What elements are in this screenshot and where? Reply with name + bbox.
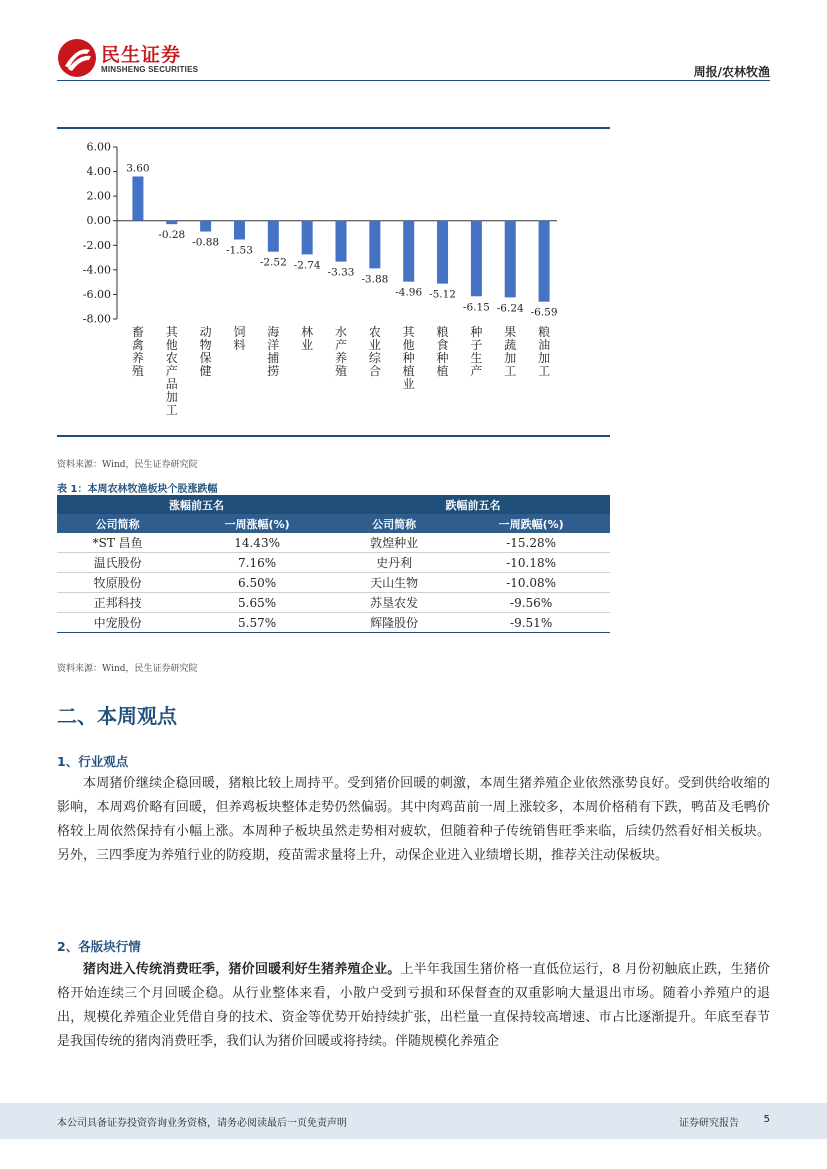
loser-value: -10.18%	[452, 553, 610, 573]
y-tick-label: -6.00	[82, 287, 111, 301]
col-company-name: 公司简称	[57, 514, 178, 533]
page-number: 5	[763, 1114, 770, 1125]
footer-disclaimer: 本公司具备证券投资咨询业务资格，请务必阅读最后一页免责声明	[57, 1118, 347, 1129]
category-label-char: 油	[538, 338, 551, 352]
y-tick-label: 4.00	[86, 165, 111, 179]
company-logo	[57, 38, 217, 78]
gainer-value: 6.50%	[178, 573, 336, 593]
category-label-char: 其	[165, 325, 178, 339]
bar	[200, 221, 211, 232]
category-label-char: 粮	[538, 325, 551, 339]
category-label-char: 其	[402, 325, 415, 339]
chart-bottom-rule	[57, 435, 610, 437]
data-label: -3.33	[327, 266, 355, 279]
category-label-char: 果	[504, 325, 517, 339]
category-label-char: 产	[334, 338, 348, 352]
gainer-value: 5.57%	[178, 613, 336, 633]
table-row	[57, 593, 610, 613]
category-label-char: 料	[233, 338, 246, 352]
loser-name: 敦煌种业	[336, 533, 452, 553]
category-label-char: 加	[504, 351, 517, 365]
category-label-char: 植	[436, 364, 449, 378]
category-label-char: 综	[368, 351, 381, 365]
data-label: -4.96	[395, 286, 423, 299]
bar	[234, 221, 245, 240]
loser-value: -9.51%	[452, 613, 610, 633]
category-label-char: 工	[538, 364, 551, 378]
category-label-char: 加	[165, 390, 178, 404]
category-label-char: 产	[165, 364, 178, 378]
page-footer	[0, 1103, 827, 1139]
gainer-name: 牧原股份	[57, 573, 178, 593]
gainer-value: 7.16%	[178, 553, 336, 573]
category-label-char: 粮	[436, 325, 449, 339]
bar	[505, 221, 516, 298]
category-label-char: 养	[334, 351, 348, 365]
table-source-note: 资料来源：Wind，民生证券研究院	[57, 664, 198, 674]
data-label: -6.15	[462, 301, 490, 314]
table-row	[57, 613, 610, 633]
chart-top-rule	[57, 127, 610, 129]
category-label-char: 食	[436, 338, 449, 352]
category-label-char: 植	[402, 364, 415, 378]
footer-report-type: 证券研究报告	[679, 1118, 739, 1129]
section-title: 二、本周观点	[57, 704, 177, 728]
sector-trends-paragraph	[57, 958, 770, 1054]
category-label-char: 加	[538, 351, 551, 365]
bar	[471, 221, 482, 297]
gainer-value: 14.43%	[178, 533, 336, 553]
category-label-char: 他	[165, 338, 178, 352]
top-losers-header: 跌幅前五名	[336, 495, 610, 514]
category-label-char: 畜	[131, 325, 144, 339]
col-weekly-loss: 一周跌幅(%)	[452, 514, 610, 533]
category-label-char: 蔬	[504, 338, 517, 352]
loser-value: -9.56%	[452, 593, 610, 613]
loser-name: 苏垦农发	[336, 593, 452, 613]
category-label-char: 健	[199, 364, 212, 378]
col-company-name: 公司简称	[336, 514, 452, 533]
y-tick-label: 2.00	[86, 189, 111, 203]
data-label: 3.60	[126, 162, 150, 175]
gainer-value: 5.65%	[178, 593, 336, 613]
col-weekly-gain: 一周涨幅(%)	[178, 514, 336, 533]
gainer-name: 中宠股份	[57, 613, 178, 633]
loser-value: -10.08%	[452, 573, 610, 593]
category-label-char: 产	[470, 364, 483, 378]
y-tick-label: -2.00	[82, 238, 111, 252]
category-label-char: 子	[470, 338, 483, 352]
category-label-char: 禽	[131, 338, 144, 352]
data-label: -6.24	[496, 302, 524, 315]
data-label: -3.88	[361, 273, 389, 286]
table-row	[57, 553, 610, 573]
gainer-name: 温氏股份	[57, 553, 178, 573]
paragraph-lead-bold: 猪肉进入传统消费旺季，猪价回暖利好生猪养殖企业。	[83, 962, 401, 977]
category-label-char: 他	[402, 338, 415, 352]
category-label-char: 合	[368, 364, 381, 378]
bar	[369, 221, 380, 269]
category-label-char: 林	[301, 325, 314, 339]
logo-mark-icon	[57, 38, 97, 78]
loser-value: -15.28%	[452, 533, 610, 553]
category-label-char: 捞	[267, 364, 280, 378]
bar	[302, 221, 313, 255]
y-tick-label: -8.00	[82, 312, 111, 326]
bar	[336, 221, 347, 262]
data-label: -0.28	[158, 229, 186, 242]
category-label-char: 饲	[233, 325, 246, 339]
gainer-name: *ST 昌鱼	[57, 533, 178, 553]
bar	[539, 221, 550, 302]
subsection-industry-view: 1、行业观点	[57, 754, 129, 769]
data-label: -0.88	[192, 236, 220, 249]
logo-text-cn: 民生证券	[101, 44, 182, 66]
data-label: -5.12	[429, 288, 457, 301]
paragraph-body: 上半年我国生猪价格一直低位运行，8 月份初触底止跌，生猪价格开始连续三个月回暖企稳。从行业整体来看，小散户受到亏损和环保督查的双重影响大量退出市场。随着小养殖户的退出，规模化养殖企业凭借自身的技术、资金等优势开始持续扩张，出栏量一直保持较高增速、市占比逐渐提升。年底至春节是我国传统的猪肉消费旺季，我们认为猪价回暖或将持续。伴随规模化养殖企	[57, 962, 770, 1049]
sector-change-bar-chart	[57, 135, 610, 430]
loser-name: 史丹利	[336, 553, 452, 573]
category-label-char: 洋	[267, 338, 280, 352]
bar	[166, 221, 177, 224]
category-label-char: 捕	[267, 351, 280, 365]
category-label-char: 农	[165, 351, 178, 365]
category-label-char: 品	[165, 377, 178, 391]
category-label-char: 工	[504, 364, 517, 378]
category-label-char: 水	[334, 325, 348, 339]
y-tick-label: 6.00	[86, 140, 111, 154]
bar	[437, 221, 448, 284]
gainer-name: 正邦科技	[57, 593, 178, 613]
bar	[403, 221, 414, 282]
table-title: 表 1：本周农林牧渔板块个股涨跌幅	[57, 484, 218, 495]
table-row	[57, 533, 610, 553]
header-divider	[57, 80, 770, 81]
data-label: -6.59	[530, 306, 558, 319]
stock-ranking-table	[57, 495, 610, 633]
category-label-char: 业	[301, 338, 314, 352]
top-gainers-header: 涨幅前五名	[57, 495, 336, 514]
logo-text-en: MINSHENG SECURITIES	[101, 65, 199, 74]
report-category-title: 周报/农林牧渔	[693, 65, 770, 79]
category-label-char: 种	[402, 351, 415, 365]
bar	[268, 221, 279, 252]
category-label-char: 养	[131, 351, 144, 365]
data-label: -2.74	[293, 259, 321, 272]
category-label-char: 物	[199, 338, 212, 352]
category-label-char: 海	[267, 325, 280, 339]
category-label-char: 业	[368, 338, 381, 352]
y-tick-label: 0.00	[86, 214, 111, 228]
category-label-char: 工	[165, 403, 178, 417]
loser-name: 天山生物	[336, 573, 452, 593]
y-tick-label: -4.00	[82, 263, 111, 277]
table-row	[57, 573, 610, 593]
loser-name: 辉隆股份	[336, 613, 452, 633]
data-label: -2.52	[259, 256, 287, 269]
subsection-sector-trends: 2、各版块行情	[57, 939, 141, 954]
category-label-char: 殖	[131, 364, 144, 378]
category-label-char: 种	[470, 325, 483, 339]
data-label: -1.53	[225, 244, 253, 257]
category-label-char: 动	[199, 325, 212, 339]
category-label-char: 生	[470, 351, 483, 365]
category-label-char: 保	[199, 351, 212, 365]
chart-source-note: 资料来源：Wind，民生证券研究院	[57, 460, 198, 470]
industry-view-paragraph: 本周猪价继续企稳回暖，猪粮比较上周持平。受到猪价回暖的刺激，本周生猪养殖企业依然涨势良好。受到供给收缩的影响，本周鸡价略有回暖，但养鸡板块整体走势仍然偏弱。其中肉鸡苗前一周上涨较多，本周价格稍有下跌，鸭苗及毛鸭价格较上周依然保持有小幅上涨。本周种子板块虽然走势相对疲软，但随着种子传统销售旺季来临，后续仍然看好相关板块。另外，三四季度为养殖行业的防疫期，疫苗需求量将上升，动保企业进入业绩增长期，推荐关注动保板块。	[57, 776, 770, 863]
category-label-char: 种	[436, 351, 449, 365]
category-label-char: 殖	[334, 364, 348, 378]
category-label-char: 业	[402, 377, 415, 391]
category-label-char: 农	[368, 325, 381, 339]
bar	[132, 176, 143, 220]
